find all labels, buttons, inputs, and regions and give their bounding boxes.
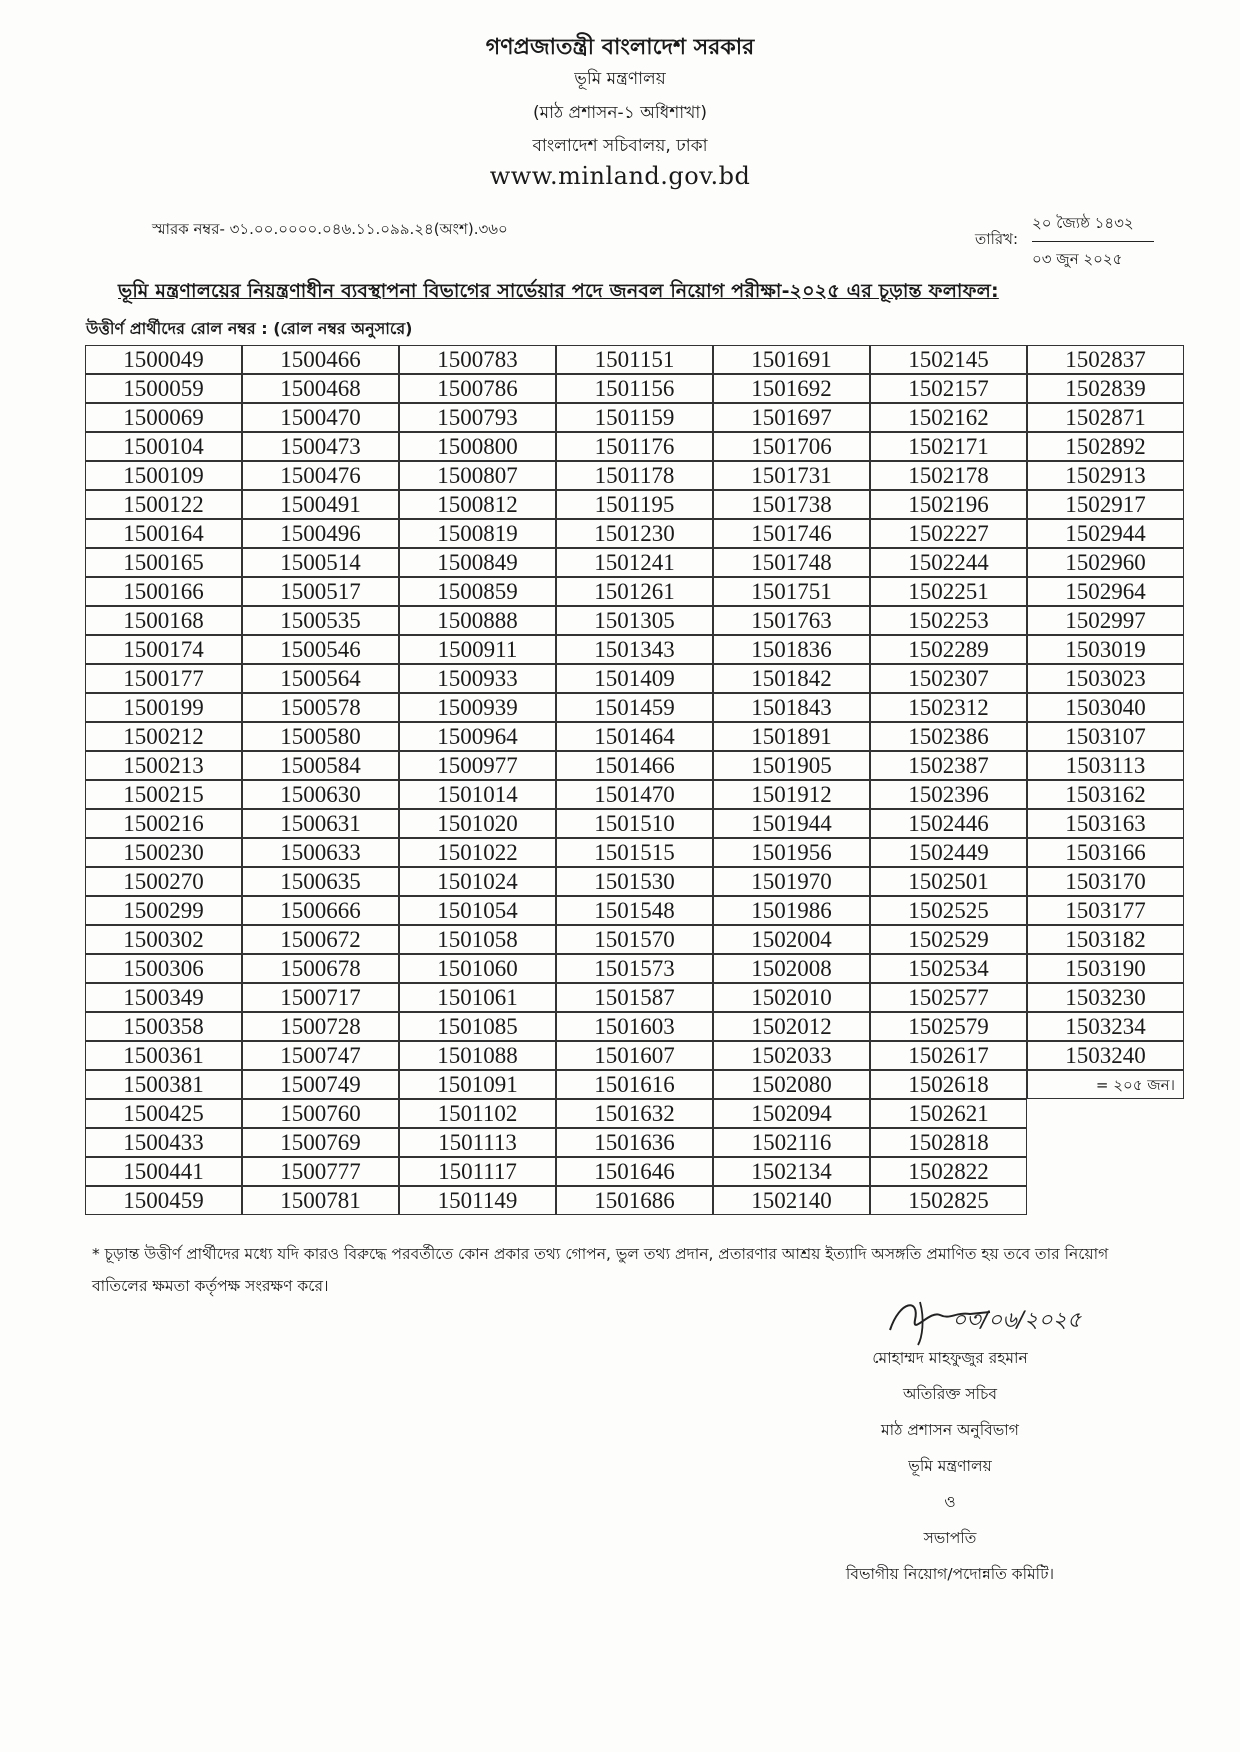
roll-cell: 1501151 <box>556 345 713 374</box>
signatory-name: মোহাম্মদ মাহফুজুর রহমান <box>872 1349 1028 1367</box>
roll-cell: 1500807 <box>399 461 556 490</box>
roll-cell: 1502579 <box>870 1012 1027 1041</box>
roll-cell: 1501241 <box>556 548 713 577</box>
roll-cell: 1500468 <box>242 374 399 403</box>
roll-cell: 1500580 <box>242 722 399 751</box>
roll-cell: 1500633 <box>242 838 399 867</box>
roll-cell: 1500514 <box>242 548 399 577</box>
roll-cell: 1502534 <box>870 954 1027 983</box>
total-count: = ২০৫ জন। <box>1027 1070 1184 1099</box>
roll-cell: 1503163 <box>1027 809 1184 838</box>
roll-cell: 1502140 <box>713 1186 870 1215</box>
roll-cell: 1502162 <box>870 403 1027 432</box>
roll-cell: 1502997 <box>1027 606 1184 635</box>
website-url: www.minland.gov.bd <box>489 162 751 190</box>
roll-cell: 1501091 <box>399 1070 556 1099</box>
roll-cell: 1501088 <box>399 1041 556 1070</box>
roll-cell: 1502094 <box>713 1099 870 1128</box>
roll-cell: 1500564 <box>242 664 399 693</box>
roll-cell: 1500977 <box>399 751 556 780</box>
roll-cell: 1502033 <box>713 1041 870 1070</box>
roll-cell: 1501176 <box>556 432 713 461</box>
roll-cell: 1503162 <box>1027 780 1184 809</box>
roll-cell: 1500672 <box>242 925 399 954</box>
roll-cell: 1502822 <box>870 1157 1027 1186</box>
roll-cell: 1500164 <box>85 519 242 548</box>
roll-cell: 1500299 <box>85 896 242 925</box>
roll-cell: 1501178 <box>556 461 713 490</box>
roll-cell: 1501014 <box>399 780 556 809</box>
roll-cell: 1501731 <box>713 461 870 490</box>
roll-cell: 1500165 <box>85 548 242 577</box>
roll-cell: 1501905 <box>713 751 870 780</box>
roll-cell: 1502251 <box>870 577 1027 606</box>
roll-cell: 1502012 <box>713 1012 870 1041</box>
roll-cell: 1500381 <box>85 1070 242 1099</box>
roll-cell: 1502080 <box>713 1070 870 1099</box>
roll-cell: 1501573 <box>556 954 713 983</box>
roll-cell: 1500466 <box>242 345 399 374</box>
roll-cell: 1500433 <box>85 1128 242 1157</box>
roll-cell: 1502396 <box>870 780 1027 809</box>
roll-cell: 1500174 <box>85 635 242 664</box>
roll-cell: 1502227 <box>870 519 1027 548</box>
date-block <box>1032 212 1154 273</box>
roll-cell: 1501464 <box>556 722 713 751</box>
roll-cell: 1501466 <box>556 751 713 780</box>
disclaimer-note: * চূড়ান্ত উত্তীর্ণ প্রার্থীদের মধ্যে যদি কারও বিরুদ্ধে পরবর্তীতে কোন প্রকার তথ্য গোপন, ভুল তথ্য প্রদান, প্রতারণার আশ্রয় ইত্যাদি অসঙ্গতি প্রমাণিত হয় তবে তার নিয়োগ বাতিলের ক্ষমতা কর্তৃপক্ষ সংরক্ষণ করে। <box>92 1245 1109 1295</box>
roll-cell: 1503234 <box>1027 1012 1184 1041</box>
roll-cell: 1502837 <box>1027 345 1184 374</box>
roll-cell: 1503182 <box>1027 925 1184 954</box>
result-subtitle: উত্তীর্ণ প্রার্থীদের রোল নম্বর : (রোল নম্বর অনুসারে) <box>86 319 413 338</box>
roll-cell: 1501692 <box>713 374 870 403</box>
roll-cell: 1502501 <box>870 867 1027 896</box>
roll-cell: 1501020 <box>399 809 556 838</box>
roll-cell: 1501113 <box>399 1128 556 1157</box>
roll-cell: 1500812 <box>399 490 556 519</box>
roll-cell: 1501607 <box>556 1041 713 1070</box>
date-label: তারিখ: <box>975 230 1019 248</box>
roll-cell: 1500849 <box>399 548 556 577</box>
roll-cell: 1501986 <box>713 896 870 925</box>
roll-cell: 1502960 <box>1027 548 1184 577</box>
roll-cell: 1502871 <box>1027 403 1184 432</box>
roll-cell: 1500911 <box>399 635 556 664</box>
roll-cell: 1502171 <box>870 432 1027 461</box>
roll-cell: 1500470 <box>242 403 399 432</box>
roll-cell: 1501891 <box>713 722 870 751</box>
roll-cell: 1503170 <box>1027 867 1184 896</box>
roll-cell: 1503107 <box>1027 722 1184 751</box>
roll-cell: 1502525 <box>870 896 1027 925</box>
date-bangla: ২০ জ্যৈষ্ঠ ১৪৩২ <box>1032 212 1154 242</box>
roll-cell: 1501738 <box>713 490 870 519</box>
roll-cell: 1500888 <box>399 606 556 635</box>
roll-cell: 1501156 <box>556 374 713 403</box>
roll-cell: 1501697 <box>713 403 870 432</box>
roll-cell: 1501843 <box>713 693 870 722</box>
roll-cell: 1501616 <box>556 1070 713 1099</box>
roll-cell: 1500270 <box>85 867 242 896</box>
roll-cell: 1500728 <box>242 1012 399 1041</box>
roll-cell: 1502621 <box>870 1099 1027 1128</box>
roll-cell: 1500800 <box>399 432 556 461</box>
roll-cell: 1501470 <box>556 780 713 809</box>
roll-cell: 1500819 <box>399 519 556 548</box>
roll-cell: 1502008 <box>713 954 870 983</box>
roll-cell: 1501195 <box>556 490 713 519</box>
roll-cell: 1501061 <box>399 983 556 1012</box>
roll-cell: 1500199 <box>85 693 242 722</box>
signatory-division: মাঠ প্রশাসন অনুবিভাগ <box>881 1421 1019 1439</box>
roll-cell: 1501159 <box>556 403 713 432</box>
roll-cell: 1500666 <box>242 896 399 925</box>
roll-cell: 1501646 <box>556 1157 713 1186</box>
roll-cell: 1502244 <box>870 548 1027 577</box>
roll-cell: 1502618 <box>870 1070 1027 1099</box>
roll-cell: 1502839 <box>1027 374 1184 403</box>
roll-cell: 1500215 <box>85 780 242 809</box>
roll-cell: 1502617 <box>870 1041 1027 1070</box>
signatory-block <box>800 1340 1100 1592</box>
memo-number: স্মারক নম্বর- ৩১.০০.০০০০.০৪৬.১১.০৯৯.২৪(অংশ).৩৬০ <box>152 220 508 238</box>
roll-cell: 1501054 <box>399 896 556 925</box>
roll-cell: 1500425 <box>85 1099 242 1128</box>
roll-cell: 1500535 <box>242 606 399 635</box>
signatory-and: ও <box>944 1493 956 1511</box>
roll-cell: 1502253 <box>870 606 1027 635</box>
signatory-designation: অতিরিক্ত সচিব <box>902 1385 998 1403</box>
roll-cell: 1501748 <box>713 548 870 577</box>
wing-heading: (মাঠ প্রশাসন-১ অধিশাখা) <box>533 103 707 123</box>
roll-cell: 1500361 <box>85 1041 242 1070</box>
roll-cell: 1503177 <box>1027 896 1184 925</box>
roll-cell: 1500459 <box>85 1186 242 1215</box>
date-gregorian: ০৩ জুন ২০২৫ <box>1032 250 1123 268</box>
roll-cell: 1500476 <box>242 461 399 490</box>
roll-cell: 1501836 <box>713 635 870 664</box>
roll-cell: 1502917 <box>1027 490 1184 519</box>
roll-cell: 1501632 <box>556 1099 713 1128</box>
roll-cell: 1501956 <box>713 838 870 867</box>
roll-cell: 1502818 <box>870 1128 1027 1157</box>
roll-cell: 1501117 <box>399 1157 556 1186</box>
roll-cell: 1500786 <box>399 374 556 403</box>
roll-cell: 1501970 <box>713 867 870 896</box>
roll-cell: 1500793 <box>399 403 556 432</box>
roll-cell: 1500104 <box>85 432 242 461</box>
roll-cell: 1500213 <box>85 751 242 780</box>
roll-cell: 1500059 <box>85 374 242 403</box>
roll-cell: 1500584 <box>242 751 399 780</box>
roll-cell: 1502134 <box>713 1157 870 1186</box>
roll-cell: 1500546 <box>242 635 399 664</box>
roll-cell: 1501686 <box>556 1186 713 1215</box>
roll-cell: 1501570 <box>556 925 713 954</box>
roll-cell: 1503166 <box>1027 838 1184 867</box>
roll-cell: 1502944 <box>1027 519 1184 548</box>
roll-cell: 1501548 <box>556 896 713 925</box>
roll-cell: 1501230 <box>556 519 713 548</box>
roll-cell: 1501751 <box>713 577 870 606</box>
roll-cell: 1501746 <box>713 519 870 548</box>
roll-cell: 1500441 <box>85 1157 242 1186</box>
roll-cell: 1500630 <box>242 780 399 809</box>
roll-cell: 1501763 <box>713 606 870 635</box>
roll-cell: 1501085 <box>399 1012 556 1041</box>
roll-cell: 1501691 <box>713 345 870 374</box>
roll-cell: 1501024 <box>399 867 556 896</box>
roll-cell: 1500302 <box>85 925 242 954</box>
roll-cell: 1501842 <box>713 664 870 693</box>
roll-cell: 1502964 <box>1027 577 1184 606</box>
roll-cell: 1500781 <box>242 1186 399 1215</box>
roll-cell: 1503240 <box>1027 1041 1184 1070</box>
roll-cell: 1500358 <box>85 1012 242 1041</box>
roll-cell: 1501060 <box>399 954 556 983</box>
roll-cell: 1500631 <box>242 809 399 838</box>
roll-cell: 1500049 <box>85 345 242 374</box>
roll-cell: 1502289 <box>870 635 1027 664</box>
government-heading: গণপ্রজাতন্ত্রী বাংলাদেশ সরকার <box>485 35 755 60</box>
roll-cell: 1500578 <box>242 693 399 722</box>
roll-cell: 1501603 <box>556 1012 713 1041</box>
roll-cell: 1500496 <box>242 519 399 548</box>
roll-cell: 1501912 <box>713 780 870 809</box>
roll-cell: 1500177 <box>85 664 242 693</box>
roll-cell: 1501409 <box>556 664 713 693</box>
roll-cell: 1500769 <box>242 1128 399 1157</box>
roll-cell: 1503190 <box>1027 954 1184 983</box>
secretariat-heading: বাংলাদেশ সচিবালয়, ঢাকা <box>532 136 708 156</box>
roll-cell: 1502196 <box>870 490 1027 519</box>
roll-cell: 1502529 <box>870 925 1027 954</box>
roll-cell: 1500635 <box>242 867 399 896</box>
roll-cell: 1500859 <box>399 577 556 606</box>
roll-cell: 1502116 <box>713 1128 870 1157</box>
roll-cell: 1502145 <box>870 345 1027 374</box>
roll-cell: 1500212 <box>85 722 242 751</box>
roll-cell: 1501587 <box>556 983 713 1012</box>
roll-cell: 1500473 <box>242 432 399 461</box>
roll-cell: 1502312 <box>870 693 1027 722</box>
roll-cell: 1500933 <box>399 664 556 693</box>
roll-cell: 1501459 <box>556 693 713 722</box>
roll-cell: 1503023 <box>1027 664 1184 693</box>
roll-cell: 1503019 <box>1027 635 1184 664</box>
ministry-heading: ভূমি মন্ত্রণালয় <box>574 69 666 89</box>
roll-cell: 1500760 <box>242 1099 399 1128</box>
signature-date: ০৩/০৬/২০২৫ <box>952 1308 1082 1333</box>
roll-cell: 1500964 <box>399 722 556 751</box>
roll-cell: 1500749 <box>242 1070 399 1099</box>
roll-cell: 1502157 <box>870 374 1027 403</box>
roll-cell: 1502307 <box>870 664 1027 693</box>
roll-cell: 1501515 <box>556 838 713 867</box>
roll-cell: 1501530 <box>556 867 713 896</box>
roll-cell: 1500678 <box>242 954 399 983</box>
roll-cell: 1500306 <box>85 954 242 983</box>
roll-cell: 1500747 <box>242 1041 399 1070</box>
roll-cell: 1502913 <box>1027 461 1184 490</box>
roll-cell: 1500777 <box>242 1157 399 1186</box>
roll-cell: 1500122 <box>85 490 242 519</box>
signatory-committee: বিভাগীয় নিয়োগ/পদোন্নতি কমিটি। <box>845 1565 1055 1583</box>
roll-cell: 1502004 <box>713 925 870 954</box>
roll-cell: 1500109 <box>85 461 242 490</box>
roll-cell: 1502892 <box>1027 432 1184 461</box>
roll-cell: 1502449 <box>870 838 1027 867</box>
roll-cell: 1500517 <box>242 577 399 606</box>
roll-cell: 1503230 <box>1027 983 1184 1012</box>
signatory-role: সভাপতি <box>923 1529 977 1547</box>
roll-cell: 1501149 <box>399 1186 556 1215</box>
roll-cell: 1501305 <box>556 606 713 635</box>
roll-cell: 1503113 <box>1027 751 1184 780</box>
roll-cell: 1501944 <box>713 809 870 838</box>
roll-cell: 1500069 <box>85 403 242 432</box>
roll-cell: 1500230 <box>85 838 242 867</box>
signatory-ministry: ভূমি মন্ত্রণালয় <box>908 1457 992 1475</box>
roll-cell: 1501058 <box>399 925 556 954</box>
roll-cell: 1501343 <box>556 635 713 664</box>
roll-cell: 1501022 <box>399 838 556 867</box>
roll-cell: 1501706 <box>713 432 870 461</box>
roll-cell: 1500168 <box>85 606 242 635</box>
roll-cell: 1502825 <box>870 1186 1027 1215</box>
roll-cell: 1500491 <box>242 490 399 519</box>
roll-cell: 1500783 <box>399 345 556 374</box>
roll-cell: 1500216 <box>85 809 242 838</box>
roll-cell: 1501636 <box>556 1128 713 1157</box>
roll-cell: 1502577 <box>870 983 1027 1012</box>
roll-cell: 1502178 <box>870 461 1027 490</box>
roll-cell: 1502386 <box>870 722 1027 751</box>
result-title: ভূমি মন্ত্রণালয়ের নিয়ন্ত্রণাধীন ব্যবস্থাপনা বিভাগের সার্ভেয়ার পদে জনবল নিয়োগ পরীক্ষা-২০২৫ এর চূড়ান্ত ফলাফল: <box>118 280 999 302</box>
roll-cell: 1502446 <box>870 809 1027 838</box>
roll-cell: 1502387 <box>870 751 1027 780</box>
roll-cell: 1501261 <box>556 577 713 606</box>
roll-cell: 1502010 <box>713 983 870 1012</box>
roll-cell: 1500717 <box>242 983 399 1012</box>
roll-cell: 1503040 <box>1027 693 1184 722</box>
roll-cell: 1501102 <box>399 1099 556 1128</box>
roll-cell: 1500349 <box>85 983 242 1012</box>
roll-cell: 1500166 <box>85 577 242 606</box>
roll-cell: 1500939 <box>399 693 556 722</box>
roll-cell: 1501510 <box>556 809 713 838</box>
